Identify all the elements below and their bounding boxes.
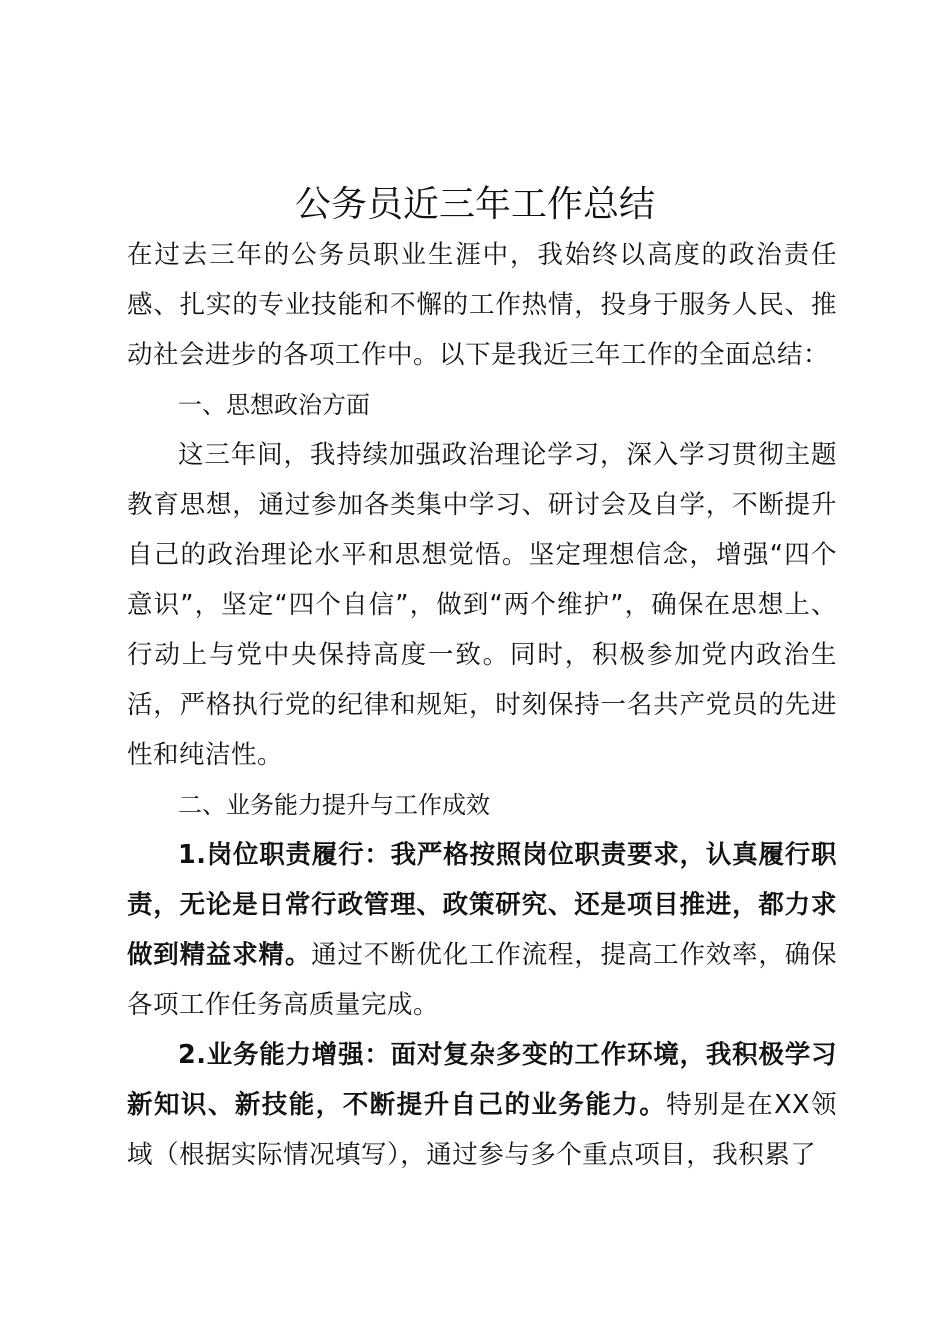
- item-lead-skills: 2.业务能力增强：面对复杂多变的工作环境，我积极学习新知识、新技能，不断提升自己的业务能力。: [127, 1040, 837, 1120]
- item-text-skills: 特别是在XX领域（根据实际情况填写），通过参与多个重点项目，我积累了: [127, 1090, 837, 1170]
- item-paragraph-duties: [127, 830, 837, 1030]
- section-heading-business: 二、业务能力提升与工作成效: [178, 791, 490, 819]
- document-title: 公务员近三年工作总结: [294, 184, 655, 225]
- item-lead-duties: 1.岗位职责履行：我严格按照岗位职责要求，认真履行职责，无论是日常行政管理、政策研究、还是项目推进，都力求做到精益求精。: [127, 840, 837, 970]
- intro-paragraph: 在过去三年的公务员职业生涯中，我始终以高度的政治责任感、扎实的专业技能和不懈的工作热情，投身于服务人民、推动社会进步的各项工作中。以下是我近三年工作的全面总结：: [127, 240, 837, 370]
- item-paragraph-skills: [127, 1030, 837, 1180]
- item-text-duties: 通过不断优化工作流程，提高工作效率，确保各项工作任务高质量完成。: [127, 940, 837, 1020]
- document-body: [127, 230, 837, 1180]
- section-paragraph-ideology: 这三年间，我持续加强政治理论学习，深入学习贯彻主题教育思想，通过参加各类集中学习、研讨会及自学，不断提升自己的政治理论水平和思想觉悟。坚定理想信念，增强“四个意识”，坚定“四个自信”，做到“两个维护”，确保在思想上、行动上与党中央保持高度一致。同时，积极参加党内政治生活，严格执行党的纪律和规矩，时刻保持一名共产党员的先进性和纯洁性。: [127, 440, 837, 770]
- section-heading-ideology: 一、思想政治方面: [178, 391, 370, 419]
